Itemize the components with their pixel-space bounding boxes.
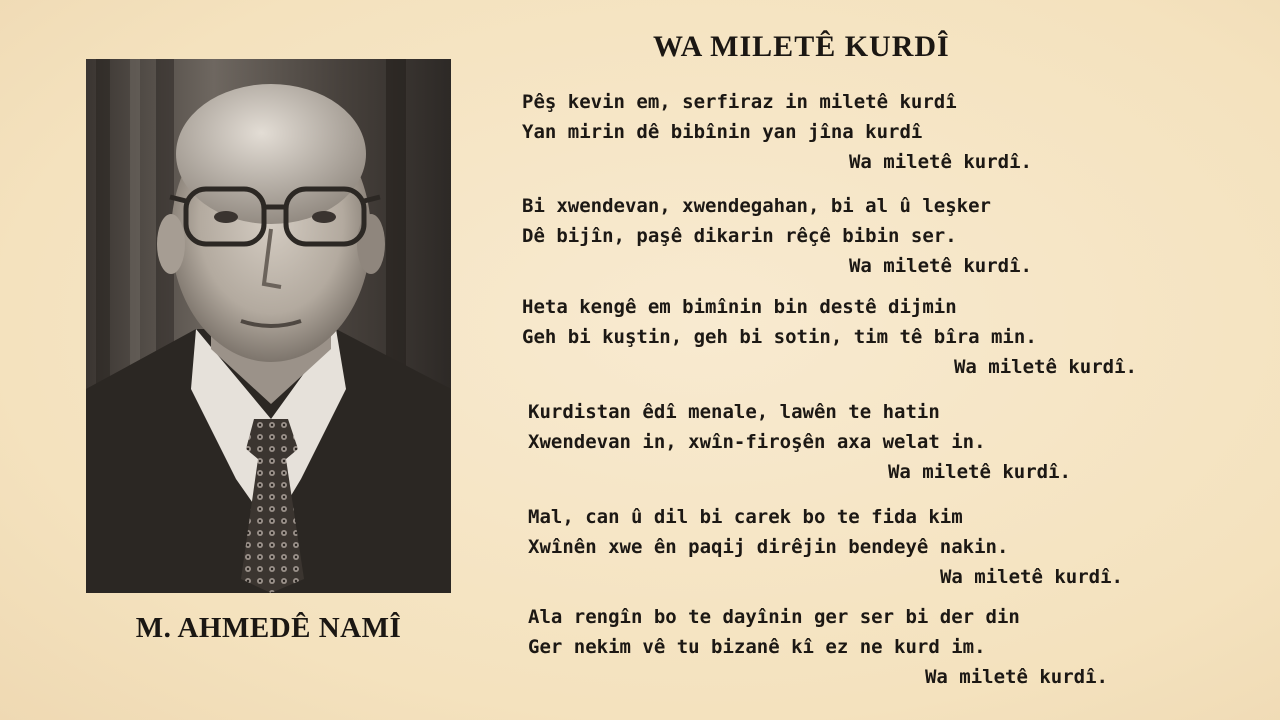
poem-refrain: Wa miletê kurdî. (848, 255, 1032, 277)
poem-line: Ala rengîn bo te dayînin ger ser bi der din (528, 606, 1020, 628)
portrait-image (86, 59, 451, 593)
stanza-1 (522, 87, 1032, 177)
poem-line: Dê bijîn, paşê dikarin rêçê bibin ser. (522, 225, 957, 247)
poem-line: Pêş kevin em, serfiraz in miletê kurdî (522, 91, 957, 113)
poem-line: Yan mirin dê bibînin yan jîna kurdî (522, 121, 923, 143)
poem-refrain: Wa miletê kurdî. (887, 461, 1071, 483)
stanza-4 (528, 397, 1071, 487)
poem-line: Xwendevan in, xwîn-firoşên axa welat in. (528, 431, 986, 453)
poem-line: Bi xwendevan, xwendegahan, bi al û leşker (522, 195, 991, 217)
poem-title: WA MILETÊ KURDÎ (653, 30, 950, 63)
stanza-3 (522, 292, 1137, 382)
stanza-2 (522, 191, 1032, 281)
author-name-caption: M. AHMEDÊ NAMÎ (135, 612, 402, 644)
poem-line: Kurdistan êdî menale, lawên te hatin (528, 401, 940, 423)
poem-refrain: Wa miletê kurdî. (924, 666, 1108, 688)
poem-refrain: Wa miletê kurdî. (939, 566, 1123, 588)
poem-refrain: Wa miletê kurdî. (848, 151, 1032, 173)
poem-line: Ger nekim vê tu bizanê kî ez ne kurd im. (528, 636, 986, 658)
stanza-5 (528, 502, 1123, 592)
poem-line: Geh bi kuştin, geh bi sotin, tim tê bîra min. (522, 326, 1037, 348)
poem-line: Heta kengê em bimînin bin destê dijmin (522, 296, 957, 318)
poem-refrain: Wa miletê kurdî. (953, 356, 1137, 378)
poem-line: Xwînên xwe ên paqij dirêjin bendeyê nakin. (528, 536, 1009, 558)
stanza-6 (528, 602, 1108, 692)
author-portrait-photo (86, 59, 451, 593)
poem-line: Mal, can û dil bi carek bo te fida kim (528, 506, 963, 528)
